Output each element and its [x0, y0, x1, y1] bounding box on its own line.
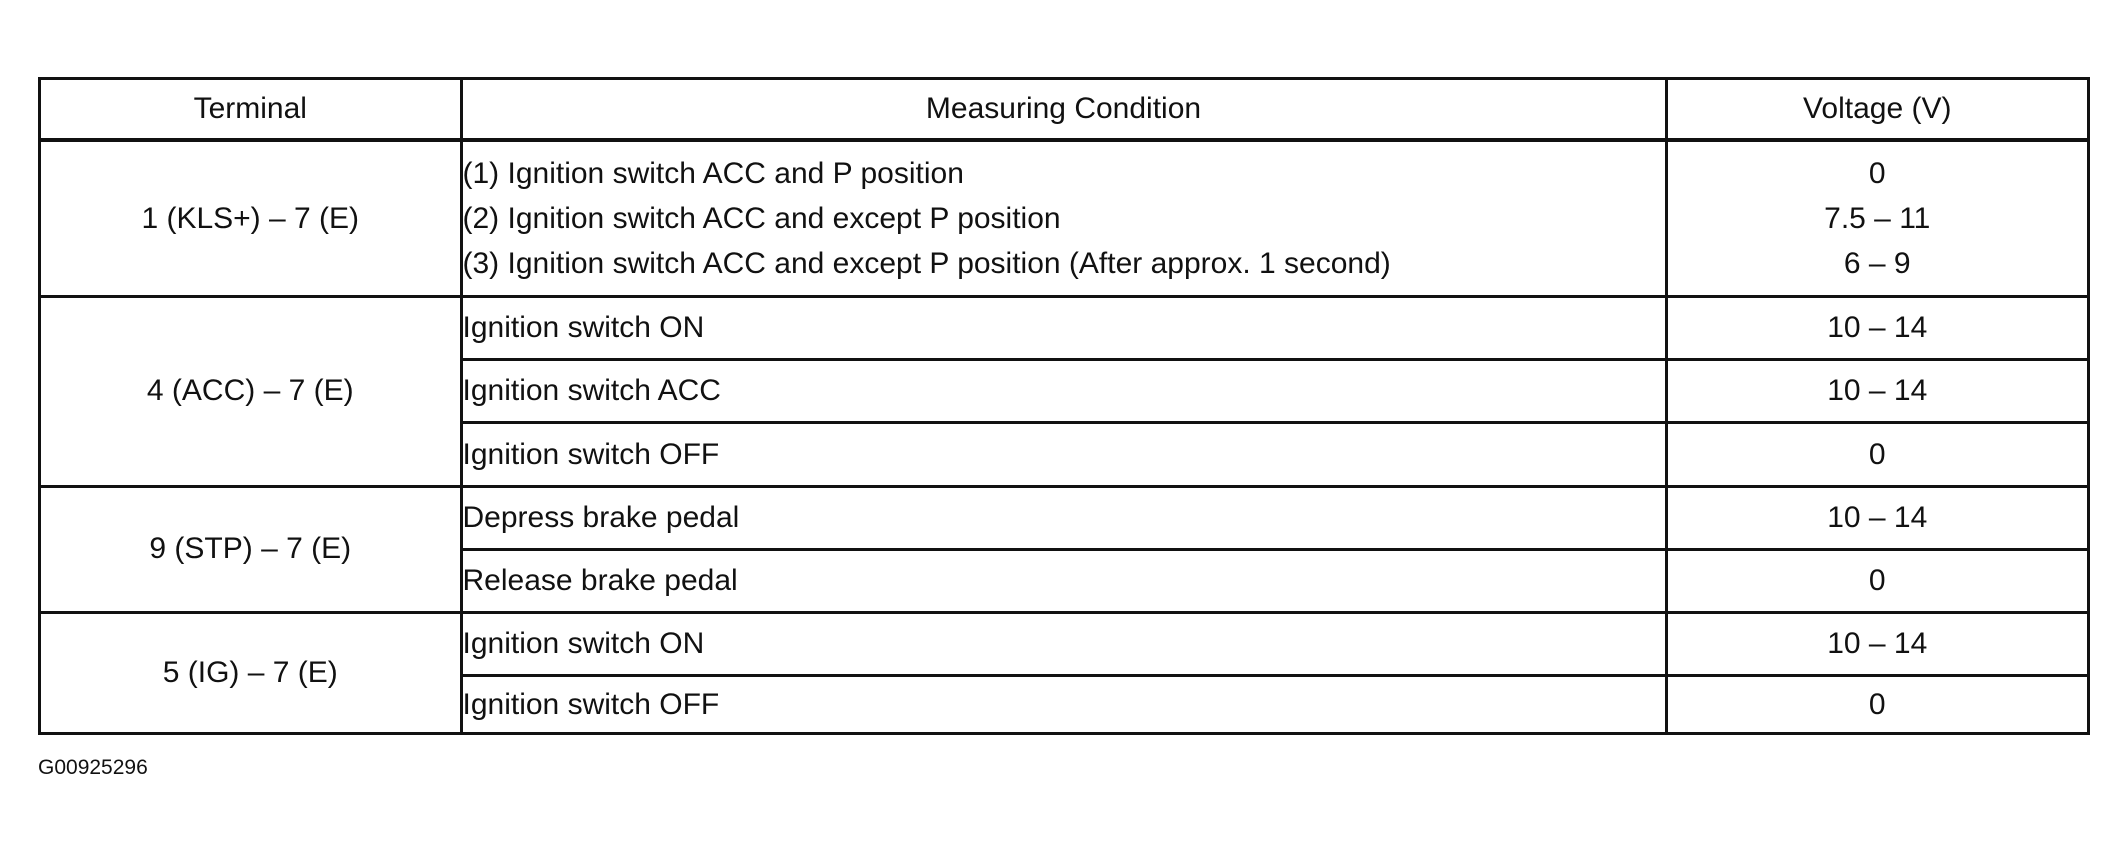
table-row-stp-depress: [41, 486, 2087, 549]
table-row-kls: [41, 140, 2087, 297]
voltage-cell: 10 – 14: [1666, 360, 2087, 423]
voltage-line: 0: [1868, 157, 1886, 190]
voltage-cell: 10 – 14: [1666, 486, 2087, 549]
table-row-acc-on: [41, 297, 2087, 360]
voltage-cell: 10 – 14: [1666, 613, 2087, 676]
voltage-line: 7.5 – 11: [1824, 202, 1931, 235]
header-measuring-condition: Measuring Condition: [461, 80, 1666, 140]
condition-line: (1) Ignition switch ACC and P position: [462, 157, 964, 190]
figure-id-caption: G00925296: [38, 756, 148, 779]
header-terminal: Terminal: [41, 80, 461, 140]
condition-cell: Ignition switch ON: [461, 297, 1666, 360]
condition-cell: Ignition switch ON: [461, 613, 1666, 676]
condition-line: (3) Ignition switch ACC and except P position (After approx. 1 second): [462, 247, 1391, 280]
voltage-cell: 0: [1666, 549, 2087, 612]
condition-cell: Ignition switch OFF: [461, 423, 1666, 486]
voltage-cell: 10 – 14: [1666, 297, 2087, 360]
voltage-cell: 0: [1666, 423, 2087, 486]
condition-cell: Release brake pedal: [461, 549, 1666, 612]
voltage-cell: 0: [1868, 687, 1886, 721]
header-voltage: Voltage (V): [1666, 80, 2087, 140]
voltage-line: 6 – 9: [1843, 247, 1911, 280]
voltage-spec-table: [41, 80, 2087, 732]
condition-cell: Depress brake pedal: [461, 486, 1666, 549]
condition-cell: [461, 140, 1666, 297]
condition-cell: Ignition switch ACC: [461, 360, 1666, 423]
terminal-cell: 9 (STP) – 7 (E): [41, 486, 461, 612]
condition-cell: Ignition switch OFF: [461, 676, 1666, 732]
header-row: [41, 80, 2087, 140]
terminal-cell: 1 (KLS+) – 7 (E): [41, 140, 461, 297]
condition-line: (2) Ignition switch ACC and except P position: [462, 202, 1061, 235]
voltage-cell: [1666, 140, 2087, 297]
terminal-cell: 5 (IG) – 7 (E): [41, 613, 461, 732]
terminal-cell: 4 (ACC) – 7 (E): [41, 297, 461, 487]
table-row-ig-on: [41, 613, 2087, 676]
voltage-spec-table-frame: [38, 77, 2090, 735]
